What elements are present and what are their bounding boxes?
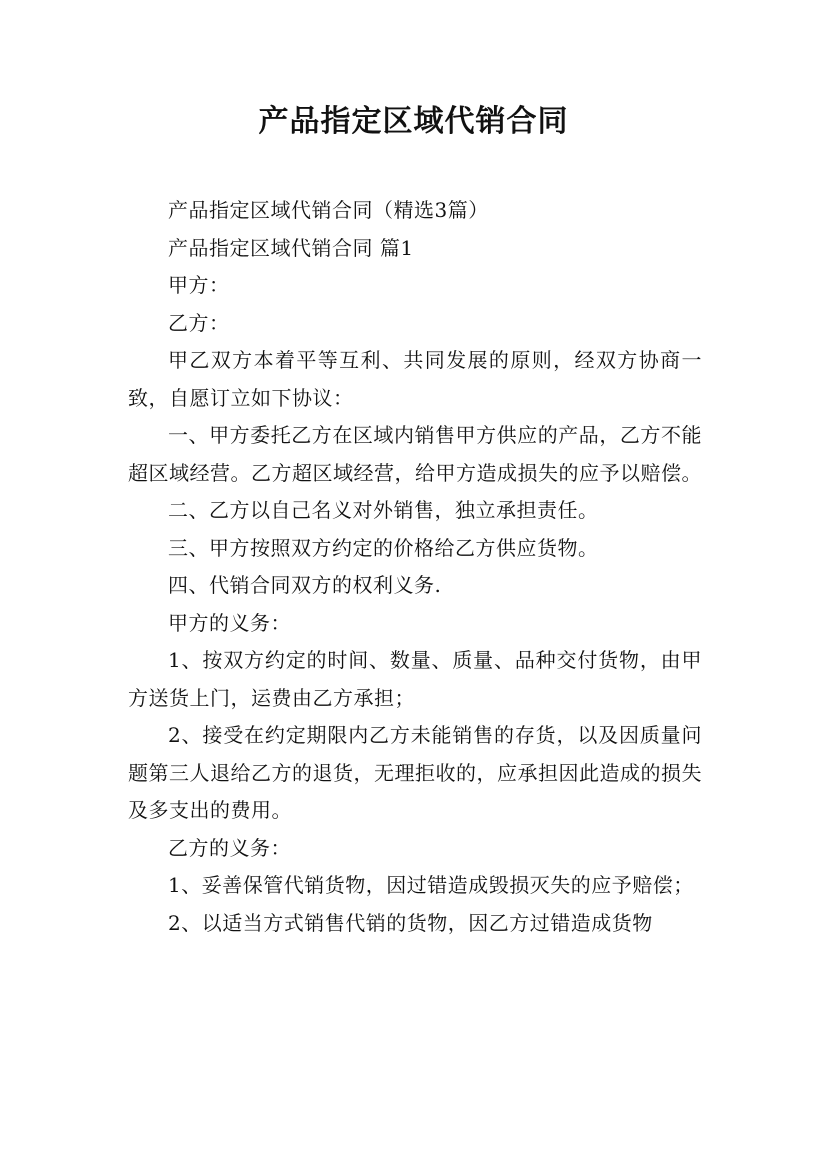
paragraph: 甲方的义务：	[168, 610, 291, 635]
document-title: 产品指定区域代销合同	[258, 104, 569, 139]
paragraph: 2、以适当方式销售代销的货物，因乙方过错造成货物	[168, 910, 653, 935]
paragraph: 甲乙双方本着平等互利、共同发展的原则，经双方协商一致，自愿订立如下协议：	[128, 348, 702, 410]
paragraph: 1、妥善保管代销货物，因过错造成毁损灭失的应予赔偿；	[168, 873, 694, 897]
paragraph: 2、接受在约定期限内乙方未能销售的存货，以及因质量问题第三人退给乙方的退货，无理拒收的，应承担因此造成的损失及多支出的费用。	[128, 723, 702, 822]
paragraph: 1、按双方约定的时间、数量、质量、品种交付货物，由甲方送货上门，运费由乙方承担；	[128, 648, 702, 710]
paragraph: 乙方的义务：	[168, 835, 291, 860]
paragraph: 一、甲方委托乙方在区域内销售甲方供应的产品，乙方不能超区域经营。乙方超区域经营，给甲方造成损失的应予以赔偿。	[128, 423, 702, 485]
paragraph: 甲方：	[168, 273, 230, 297]
paragraph: 乙方：	[168, 310, 230, 335]
paragraph: 二、乙方以自己名义对外销售，独立承担责任。	[168, 498, 599, 522]
paragraph: 产品指定区域代销合同 篇1	[168, 235, 414, 260]
document-body	[128, 192, 702, 942]
paragraph: 产品指定区域代销合同（精选3篇）	[168, 198, 489, 222]
paragraph: 三、甲方按照双方约定的价格给乙方供应货物。	[168, 535, 599, 560]
paragraph: 四、代销合同双方的权利义务.	[168, 573, 442, 597]
